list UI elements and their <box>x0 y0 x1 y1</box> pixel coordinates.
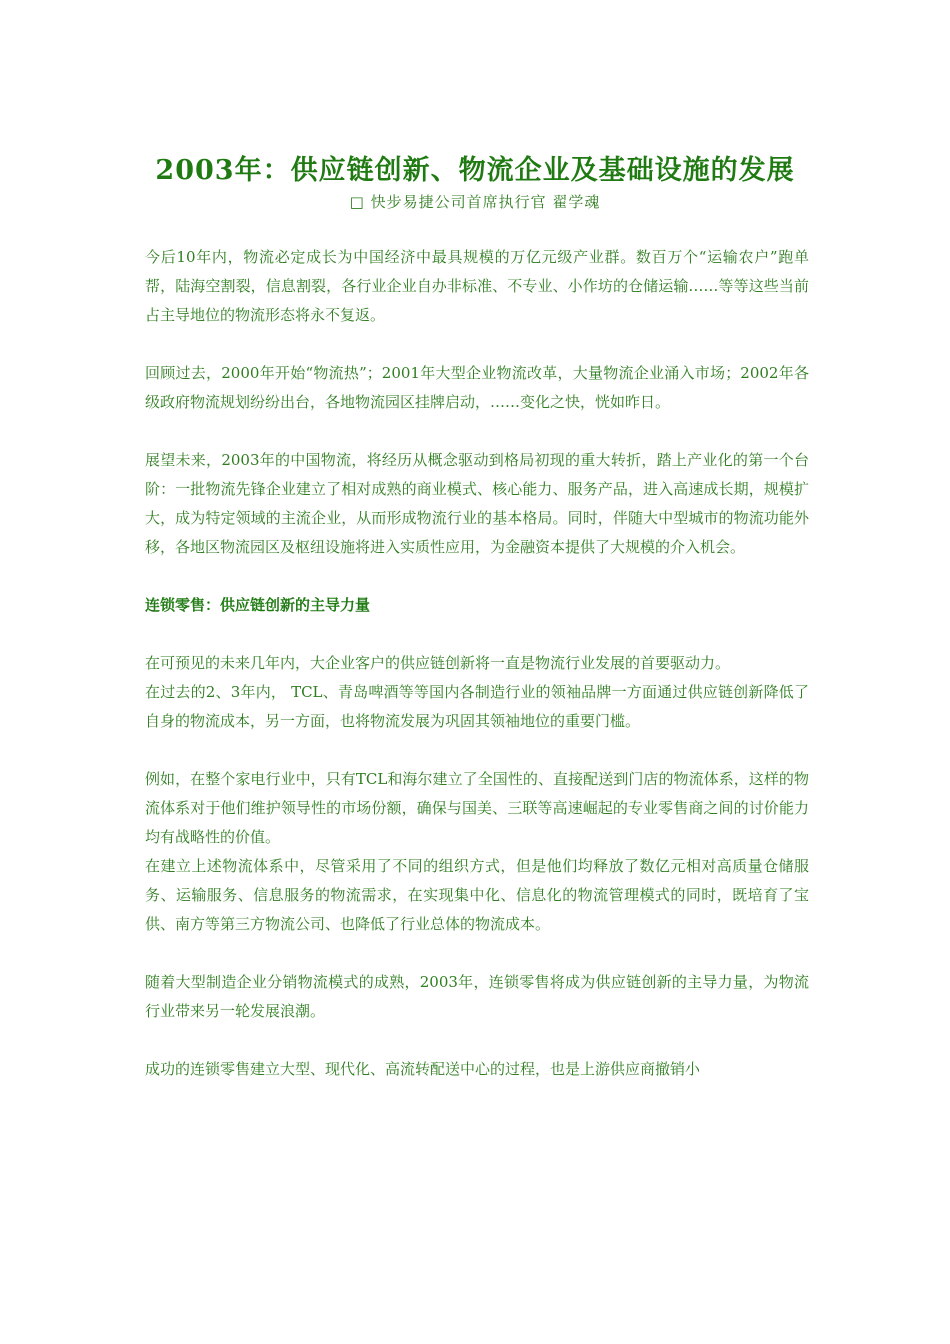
section-heading: 连锁零售：供应链创新的主导力量 <box>145 596 371 614</box>
paragraph-outlook: 展望未来，2003年的中国物流，将经历从概念驱动到格局初现的重大转折，踏上产业化的第一个台阶：一批物流先锋企业建立了相对成熟的商业模式、核心能力、服务产品，进入高速成长期，规模扩大，成为特定领域的主流企业，从而形成物流行业的基本格局。同时，伴随大中型城市的物流功能外移，各地区物流园区及枢纽设施将进入实质性应用，为金融资本提供了大规模的介入机会。 <box>145 451 809 556</box>
document-byline: □ 快步易捷公司首席执行官 翟学魂 <box>349 193 601 211</box>
paragraph-example: 例如，在整个家电行业中，只有TCL和海尔建立了全国性的、直接配送到门店的物流体系，这样的物流体系对于他们维护领导性的市场份额，确保与国美、三联等高速崛起的专业零售商之间的讨价能力均有战略性的价值。 <box>145 770 809 846</box>
paragraph-past-years: 在过去的2、3年内， TCL、青岛啤酒等等国内各制造行业的领袖品牌一方面通过供应链创新降低了自身的物流成本，另一方面，也将物流发展为巩固其领袖地位的重要门槛。 <box>145 683 809 730</box>
document-title: 2003年：供应链创新、物流企业及基础设施的发展 <box>155 155 795 186</box>
paragraph-logistics-system: 在建立上述物流体系中，尽管采用了不同的组织方式，但是他们均释放了数亿元相对高质量仓储服务、运输服务、信息服务的物流需求，在实现集中化、信息化的物流管理模式的同时，既培育了宝供、南方等第三方物流公司、也降低了行业总体的物流成本。 <box>145 857 809 933</box>
paragraph-driver: 在可预见的未来几年内，大企业客户的供应链创新将一直是物流行业发展的首要驱动力。 <box>145 654 731 672</box>
paragraph-distribution-center: 成功的连锁零售建立大型、现代化、高流转配送中心的过程，也是上游供应商撤销小 <box>145 1060 701 1078</box>
paragraph-intro: 今后10年内，物流必定成长为中国经济中最具规模的万亿元级产业群。数百万个“运输农户”跑单帮，陆海空割裂，信息割裂，各行业企业自办非标准、不专业、小作坊的仓储运输……等等这些当前占主导地位的物流形态将永不复返。 <box>145 248 809 324</box>
document-body <box>145 243 809 1113</box>
paragraph-retail-wave: 随着大型制造企业分销物流模式的成熟，2003年，连锁零售将成为供应链创新的主导力量，为物流行业带来另一轮发展浪潮。 <box>145 973 809 1020</box>
paragraph-review: 回顾过去，2000年开始“物流热”；2001年大型企业物流改革，大量物流企业涌入市场；2002年各级政府物流规划纷纷出台，各地物流园区挂牌启动，……变化之快，恍如昨日。 <box>145 364 809 411</box>
